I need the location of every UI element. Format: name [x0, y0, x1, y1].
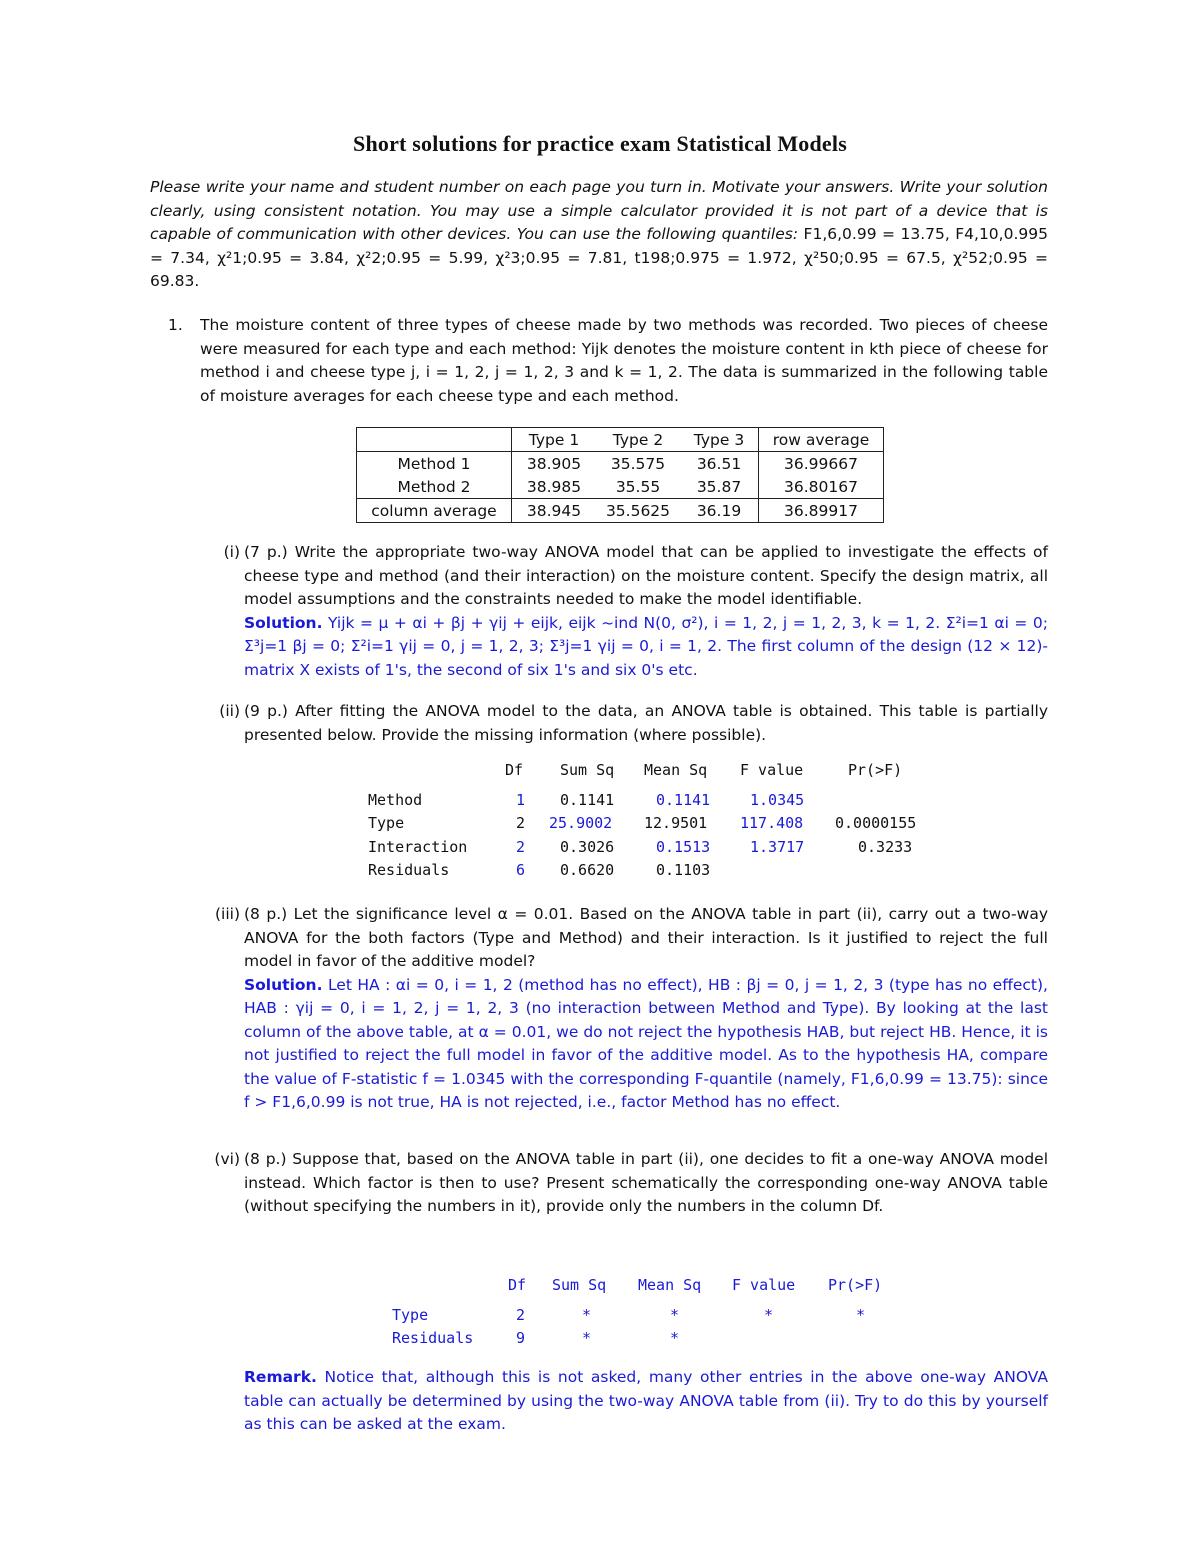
table-cell: 35.55 — [615, 477, 661, 496]
part-label: (iii) — [214, 905, 240, 923]
table-header-cell: Sum Sq — [552, 1276, 607, 1294]
part-vi — [196, 1148, 1048, 1219]
table-cell: 36.99667 — [759, 452, 884, 476]
row-name: Residuals — [368, 861, 450, 879]
table-cell: column average — [357, 499, 512, 523]
pvalue-cell: * — [856, 1305, 866, 1324]
table-header-cell: Pr(>F) — [828, 1276, 883, 1294]
sumsq-cell: 0.6620 — [560, 861, 615, 879]
part-iii — [196, 903, 1048, 1115]
table-row — [368, 861, 928, 885]
table-row — [392, 1306, 912, 1330]
table-cell: 35.5625 — [596, 499, 680, 523]
part-ii-text: (9 p.) After fitting the ANOVA model to the data, an ANOVA table is obtained. This table is partially presented below. Provide the missing information (where possible). — [244, 702, 1048, 744]
fvalue-cell: 1.3717 — [750, 837, 805, 856]
df-cell: 6 — [516, 861, 526, 879]
page-title: Short solutions for practice exam Statistical Models — [353, 131, 847, 156]
fvalue-cell: 1.0345 — [750, 790, 805, 809]
fvalue-cell: * — [764, 1305, 774, 1324]
table-header-cell: Type 2 — [596, 428, 680, 452]
df-cell: 9 — [516, 1329, 526, 1347]
table-header-cell: F value — [740, 761, 804, 779]
sumsq-cell: * — [582, 1305, 592, 1324]
meansq-cell: 0.1513 — [656, 837, 711, 856]
solution-keyword: Solution. — [244, 613, 323, 632]
solution-text: Let HA : αi = 0, i = 1, 2 (method has no effect), HB : βj = 0, j = 1, 2, 3 (type has no effect), HAB : γij = 0, i = 1, 2, j = 1, 2, 3 (no interaction between Method and Type). By looking at the last column of the above table, at α = 0.01, we do not reject the hypothesis HAB, but reject HB. Hence, it is not justified to reject the full model in favor of the additive model. As to the hypothesis HA, compare the value of F-statistic f = 1.0345 with the corresponding F-quantile (namely, F1,6,0.99 = 13.75): since f > F1,6,0.99 is not true, HA is not rejected, i.e., factor Method has no effect. — [244, 975, 1048, 1111]
meansq-cell: * — [670, 1305, 680, 1324]
table-header-cell: Type 3 — [680, 428, 759, 452]
two-way-anova-table — [368, 761, 928, 885]
solution-text: Σ²i=1 αi = 0; Σ³j=1 βj = 0; Σ²i=1 γij = 0, j = 1, 2, 3; Σ³j=1 γij = 0, i = 1, 2. The first column of the design (12 × 12)-matrix X exists of 1's, the second of six 1's and six 0's etc. — [244, 613, 1048, 679]
table-header-cell — [357, 428, 512, 452]
meansq-cell: 0.1103 — [656, 861, 711, 879]
table-header-cell: Mean Sq — [644, 761, 708, 779]
table-row — [368, 838, 928, 862]
row-name: Type — [368, 814, 405, 832]
part-label: (i) — [223, 543, 240, 561]
quantiles-text: F1,6,0.99 = 13.75, F4,10,0.995 = 7.34, χ²1;0.95 = 3.84, χ²2;0.95 = 5.99, χ²3;0.95 = 7.81, t198;0.975 = 1.972, χ²50;0.95 = 67.5, χ²52;0.95 = 69.83. — [150, 225, 1048, 290]
sumsq-cell: 25.9002 — [549, 814, 613, 832]
part-i-text: (7 p.) Write the appropriate two-way ANOVA model that can be applied to investigate the effects of cheese type and method (and their interaction) on the moisture content. Specify the design matrix, all model assumptions and the constraints needed to make the model identifiable. — [244, 543, 1048, 608]
table-header-row — [392, 1276, 912, 1300]
table-cell: 38.985 — [526, 477, 582, 496]
table-header-cell: Pr(>F) — [848, 761, 903, 779]
sumsq-cell: 0.1141 — [560, 790, 615, 809]
part-ii — [196, 700, 1048, 747]
table-header-cell: row average — [759, 428, 884, 452]
question-1-text: The moisture content of three types of cheese made by two methods was recorded. Two pieces of cheese were measured for each type and each method: Yijk denotes the moisture content in kth piece of cheese for method i and cheese type j, i = 1, 2, j = 1, 2, 3 and k = 1, 2. The data is summarized in the following table of moisture averages for each cheese type and each method. — [200, 316, 1048, 405]
table-header-cell: F value — [732, 1276, 796, 1294]
part-iii-solution — [244, 974, 1048, 1115]
table-header-row — [357, 428, 884, 452]
part-label: (vi) — [214, 1150, 240, 1168]
part-vi-text: (8 p.) Suppose that, based on the ANOVA table in part (ii), one decides to fit a one-way ANOVA model instead. Which factor is then to use? Present schematically the corresponding one-way ANOVA table (without specifying the numbers in it), provide only the numbers in the column Df. — [244, 1150, 1048, 1215]
remark-paragraph — [244, 1366, 1048, 1437]
table-cell: 35.575 — [610, 454, 666, 473]
df-cell: 2 — [516, 814, 526, 832]
df-cell: 1 — [516, 790, 526, 809]
question-1 — [168, 314, 1048, 408]
sumsq-cell: * — [582, 1329, 592, 1347]
df-cell: 2 — [516, 837, 526, 856]
table-cell: 36.51 — [680, 452, 759, 476]
table-row — [357, 452, 884, 476]
meansq-cell: 0.1141 — [656, 790, 711, 809]
solution-text: Yijk = μ + αi + βj + γij + eijk, eijk ~ind N(0, σ²), i = 1, 2, j = 1, 2, 3, k = 1, 2. — [327, 613, 941, 632]
table-cell: 36.80167 — [759, 475, 884, 499]
table-cell: 38.945 — [512, 499, 597, 523]
row-name: Residuals — [392, 1329, 474, 1347]
meansq-cell: 12.9501 — [644, 814, 708, 832]
exam-instructions — [150, 176, 1048, 294]
table-row — [357, 475, 884, 499]
row-name: Method — [368, 790, 423, 809]
table-row — [368, 814, 928, 838]
sumsq-cell: 0.3026 — [560, 837, 615, 856]
part-i-solution — [244, 612, 1048, 683]
table-row — [357, 499, 884, 523]
question-number: 1. — [168, 316, 183, 334]
part-label: (ii) — [219, 702, 240, 720]
table-cell: 35.87 — [680, 475, 759, 499]
table-row — [392, 1329, 912, 1353]
table-header-row — [368, 761, 928, 785]
table-header-cell: Sum Sq — [560, 761, 615, 779]
table-cell: Method 2 — [357, 475, 512, 499]
table-header-cell: Df — [508, 1276, 527, 1294]
moisture-averages-table — [356, 427, 884, 523]
table-cell: 38.905 — [526, 454, 582, 473]
table-cell: 36.19 — [680, 499, 759, 523]
remark-text: Notice that, although this is not asked, many other entries in the above one-way ANOVA table can actually be determined by using the two-way ANOVA table from (ii). Try to do this by yourself as this can be asked at the exam. — [244, 1368, 1048, 1433]
pvalue-cell: 0.0000155 — [835, 814, 917, 832]
remark-keyword: Remark. — [244, 1368, 317, 1386]
df-cell: 2 — [516, 1305, 526, 1324]
instructions-text: Please write your name and student number on each page you turn in. Motivate your answers. Write your solution clearly, using consistent notation. You may use a simple calculator provided it is not part of a device that is capable of communication with other devices. You can use the following quantiles: — [150, 178, 1048, 243]
one-way-anova-table — [392, 1276, 912, 1353]
solution-keyword: Solution. — [244, 975, 323, 994]
row-name: Type — [392, 1305, 429, 1324]
table-cell: 36.89917 — [759, 499, 884, 523]
meansq-cell: * — [670, 1329, 680, 1347]
table-header-cell: Mean Sq — [638, 1276, 702, 1294]
part-i — [196, 541, 1048, 682]
table-header-cell: Df — [505, 761, 524, 779]
fvalue-cell: 117.408 — [740, 814, 804, 832]
table-header-cell: Type 1 — [512, 428, 597, 452]
pvalue-cell: 0.3233 — [858, 837, 913, 856]
table-row — [368, 791, 928, 815]
part-iii-text: (8 p.) Let the significance level α = 0.01. Based on the ANOVA table in part (ii), carry out a two-way ANOVA for the both factors (Type and Method) and their interaction. Is it justified to reject the full model in favor of the additive model? — [244, 905, 1048, 970]
row-name: Interaction — [368, 837, 468, 856]
table-cell: Method 1 — [357, 452, 512, 476]
